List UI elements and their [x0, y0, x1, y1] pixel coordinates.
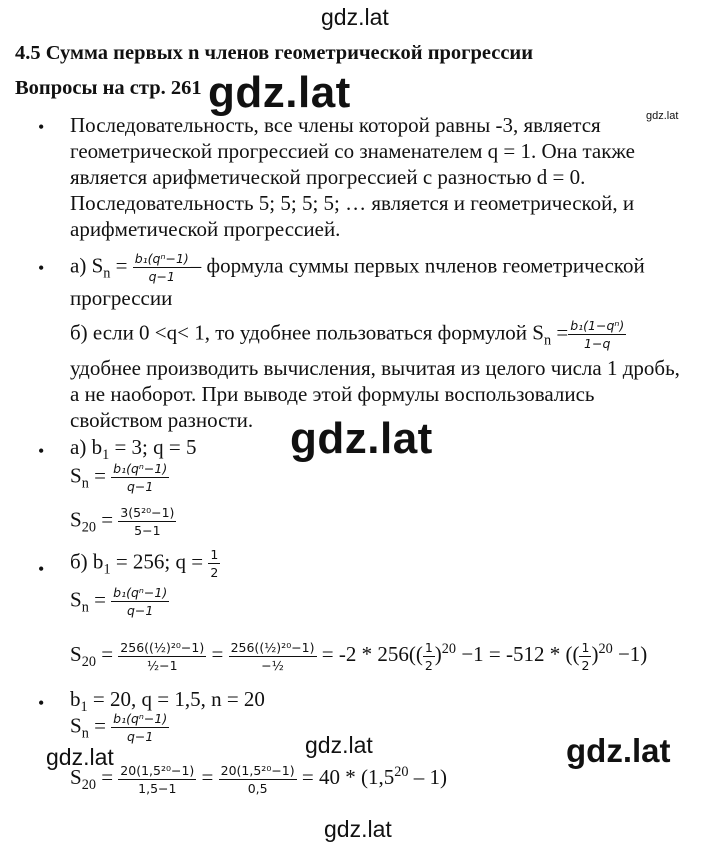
watermark-right-bottom: gdz.lat: [566, 732, 671, 769]
sum-formula-fraction: $\frac{\text{b₁(qⁿ−1)}}{q-1}$: [134, 251, 189, 284]
watermark-center: gdz.lat: [290, 414, 433, 463]
bullet-dot: •: [38, 693, 45, 713]
bullet1-line4: Последовательность 5; 5; 5; 5; … является и геометрической, и: [70, 191, 635, 215]
watermark-top: gdz.lat: [321, 4, 389, 30]
bullet3-line1: а) $b_1 = 3$; q = 5: [70, 435, 197, 464]
bullet1-line5: арифметической прогрессией.: [70, 217, 341, 241]
bullet3-s20-formula: $S_{20}$ = $\frac{\text{3(5²⁰−1)}}{5-1}$: [70, 505, 175, 538]
watermark-bottom: gdz.lat: [324, 816, 392, 842]
bullet5-s20-formula: $S_{20}$ = $\frac{\text{20(1,5²⁰−1)}}{1,5-1}$ = $\frac{\text{20(1,5²⁰−1)}}{0,5}$ = $40 * (1,5^{20} - 1)$: [70, 762, 447, 796]
bullet2-b-line4: свойством разности.: [70, 408, 254, 432]
watermark-tiny: gdz.lat: [646, 110, 679, 122]
bullet4-s20-formula: $S_{20}$ = $\frac{\text{256((½)²⁰−1)}}{\text{½−1}}$ = $\frac{\text{256((½)²⁰−1)}}{\text{−½}}$ = -2 * 256(( $\frac{1}{2}$ )$^{20}$ −1 = -512 * (( $\frac{1}{2}$ )$^{20}$ −1): [70, 639, 648, 673]
bullet2-b-line3: а не наоборот. При выводе этой формулы воспользовались: [70, 382, 595, 406]
bullet-dot: •: [38, 559, 45, 579]
bullet2-a-line: а) $S_n$ = $\frac{\text{b₁(qⁿ−1)}}{q-1}$ – формула суммы первых nчленов геометрической: [70, 251, 645, 284]
questions-heading: Вопросы на стр. 261: [15, 77, 202, 99]
watermark-mid-bottom: gdz.lat: [305, 732, 373, 758]
bullet1-line1: Последовательность, все члены которой равны -3, является: [70, 113, 601, 137]
bullet-dot: •: [38, 117, 45, 137]
bullet2-b-line: б) если 0 <q< 1, то удобнее пользоваться формулой $S_n$ = $\frac{\text{b₁(1−qⁿ)}}{1-q}$: [70, 318, 625, 351]
watermark-left-bottom: gdz.lat: [46, 744, 114, 770]
bullet4-line1: б) $b_1 = 256$; q = $\frac{1}{2}$: [70, 547, 219, 580]
bullet3-sn-formula: $S_n$ = $\frac{\text{b₁(qⁿ−1)}}{q-1}$: [70, 461, 168, 494]
bullet-dot: •: [38, 258, 45, 278]
bullet-dot: •: [38, 441, 45, 461]
bullet5-sn-formula: $S_n$ = $\frac{\text{b₁(qⁿ−1)}}{q-1}$: [70, 711, 168, 744]
section-heading: 4.5 Сумма первых n членов геометрической прогрессии: [15, 42, 534, 64]
bullet5-line1: $b_1 = 20$, q = 1,5, n = 20: [70, 687, 265, 716]
watermark-inline: gdz.lat: [208, 68, 351, 117]
bullet4-sn-formula: $S_n$ = $\frac{\text{b₁(qⁿ−1)}}{q-1}$: [70, 585, 168, 618]
bullet1-line3: является арифметической прогрессией с разностью d = 0.: [70, 165, 586, 189]
bullet2-b-line2: удобнее производить вычисления, вычитая из целого числа 1 дробь,: [70, 356, 680, 380]
bullet2-a-line2: прогрессии: [70, 286, 173, 310]
bullet1-line2: геометрической прогрессией со знаменателем q = 1. Она также: [70, 139, 635, 163]
sum-formula2-fraction: $\frac{\text{b₁(1−qⁿ)}}{1-q}$: [570, 318, 625, 351]
